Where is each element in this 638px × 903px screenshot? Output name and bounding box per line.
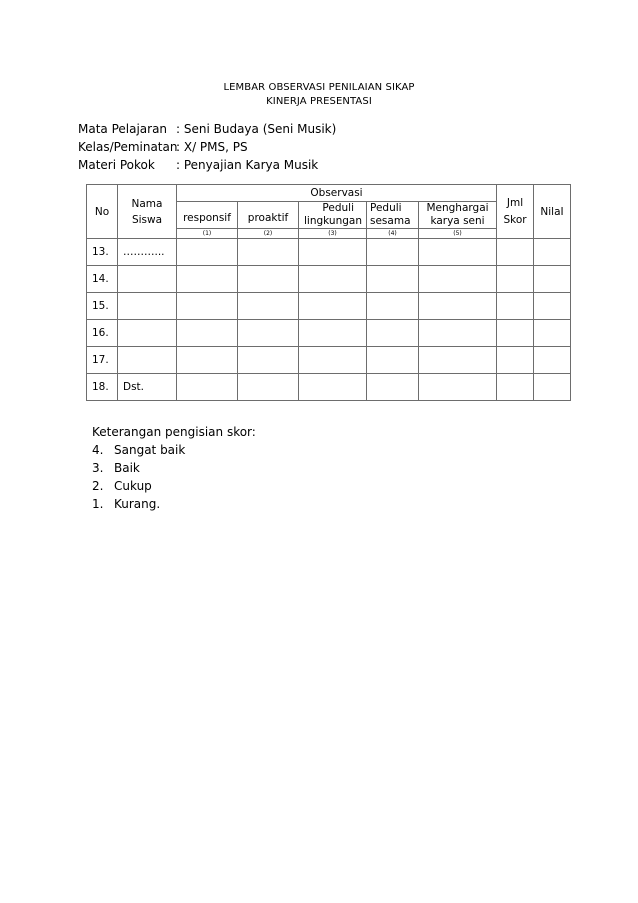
row-no: 15. <box>87 293 118 320</box>
cell <box>299 239 367 266</box>
cell <box>534 320 571 347</box>
row-no: 16. <box>87 320 118 347</box>
list-text: Cukup <box>114 479 152 493</box>
cell <box>238 293 299 320</box>
cell <box>534 266 571 293</box>
column-number: (3) <box>299 229 367 239</box>
header-peduli-ses-line1: Peduli <box>370 202 402 214</box>
row-no: 18. <box>87 374 118 401</box>
cell <box>419 293 497 320</box>
meta-label: Kelas/Peminatan <box>78 140 178 154</box>
cell <box>238 374 299 401</box>
cell <box>367 293 419 320</box>
table-row <box>87 374 571 401</box>
cell <box>177 374 238 401</box>
column-number: (1) <box>177 229 238 239</box>
meta-row-class <box>78 138 336 156</box>
cell <box>299 293 367 320</box>
row-no: 13. <box>87 239 118 266</box>
cell <box>497 320 534 347</box>
header-menghargai-line2: karya seni <box>430 215 485 227</box>
header-nama-line1: Nama <box>131 197 163 210</box>
table-row <box>87 293 571 320</box>
column-number: (4) <box>367 229 419 239</box>
list-item <box>92 495 256 513</box>
header-observasi: Observasi <box>177 185 497 202</box>
cell <box>419 347 497 374</box>
header-menghargai-line1: Menghargai <box>426 202 489 214</box>
meta-row-subject <box>78 120 336 138</box>
observation-table <box>86 184 571 401</box>
cell <box>177 266 238 293</box>
meta-value: : X/ PMS, PS <box>176 140 248 154</box>
list-item <box>92 459 256 477</box>
header-peduli-sesama <box>367 202 419 229</box>
cell <box>419 239 497 266</box>
cell <box>299 320 367 347</box>
header-jml-line2: Skor <box>503 213 527 226</box>
document-meta <box>78 120 336 174</box>
row-no: 17. <box>87 347 118 374</box>
list-number: 3. <box>92 461 104 475</box>
meta-row-topic <box>78 156 336 174</box>
meta-label: Materi Pokok <box>78 158 155 172</box>
row-nama: ………... <box>118 239 177 266</box>
header-nilai: NilaI <box>534 185 571 239</box>
cell <box>497 266 534 293</box>
cell <box>367 347 419 374</box>
page-subtitle: KINERJA PRESENTASI <box>266 96 372 107</box>
list-number: 1. <box>92 497 104 511</box>
cell <box>238 266 299 293</box>
score-notes <box>92 423 256 513</box>
cell <box>419 374 497 401</box>
cell <box>534 239 571 266</box>
cell <box>534 347 571 374</box>
list-text: Baik <box>114 461 140 475</box>
list-item <box>92 441 256 459</box>
row-nama: Dst. <box>118 374 177 401</box>
header-peduli-ling-line2: lingkungan <box>304 215 362 227</box>
list-text: Sangat baik <box>114 443 186 457</box>
cell <box>299 347 367 374</box>
cell <box>238 347 299 374</box>
header-no: No <box>87 185 118 239</box>
cell <box>299 374 367 401</box>
meta-value: : Seni Budaya (Seni Musik) <box>176 122 337 136</box>
row-no: 14. <box>87 266 118 293</box>
cell <box>177 239 238 266</box>
list-number: 2. <box>92 479 104 493</box>
cell <box>534 374 571 401</box>
cell <box>534 293 571 320</box>
header-peduli-lingkungan <box>299 202 367 229</box>
meta-label: Mata Pelajaran <box>78 122 168 136</box>
cell <box>497 347 534 374</box>
cell <box>367 239 419 266</box>
cell <box>419 320 497 347</box>
cell <box>299 266 367 293</box>
column-number: (2) <box>238 229 299 239</box>
cell <box>367 320 419 347</box>
row-nama <box>118 293 177 320</box>
table-row <box>87 239 571 266</box>
cell <box>177 293 238 320</box>
cell <box>177 347 238 374</box>
header-jml-skor <box>497 185 534 239</box>
cell <box>238 320 299 347</box>
cell <box>177 320 238 347</box>
header-responsif: responsif <box>177 202 238 229</box>
header-jml-line1: Jml <box>506 196 524 209</box>
row-nama <box>118 347 177 374</box>
row-nama <box>118 320 177 347</box>
cell <box>497 374 534 401</box>
cell <box>419 266 497 293</box>
cell <box>367 374 419 401</box>
cell <box>238 239 299 266</box>
list-number: 4. <box>92 443 104 457</box>
header-nama-siswa <box>118 185 177 239</box>
column-number: (5) <box>419 229 497 239</box>
row-nama <box>118 266 177 293</box>
cell <box>367 266 419 293</box>
list-item <box>92 477 256 495</box>
meta-value: : Penyajian Karya Musik <box>176 158 319 172</box>
cell <box>497 239 534 266</box>
cell <box>497 293 534 320</box>
header-proaktif: proaktif <box>238 202 299 229</box>
table-row <box>87 320 571 347</box>
header-menghargai <box>419 202 497 229</box>
page-title: LEMBAR OBSERVASI PENILAIAN SIKAP <box>223 82 415 93</box>
header-peduli-ling-line1: Peduli <box>322 202 354 214</box>
list-text: Kurang. <box>114 497 161 511</box>
notes-heading: Keterangan pengisian skor: <box>92 425 256 439</box>
header-peduli-ses-line2: sesama <box>370 215 411 227</box>
table-row <box>87 347 571 374</box>
table-row <box>87 266 571 293</box>
header-nama-line2: Siswa <box>131 213 163 226</box>
